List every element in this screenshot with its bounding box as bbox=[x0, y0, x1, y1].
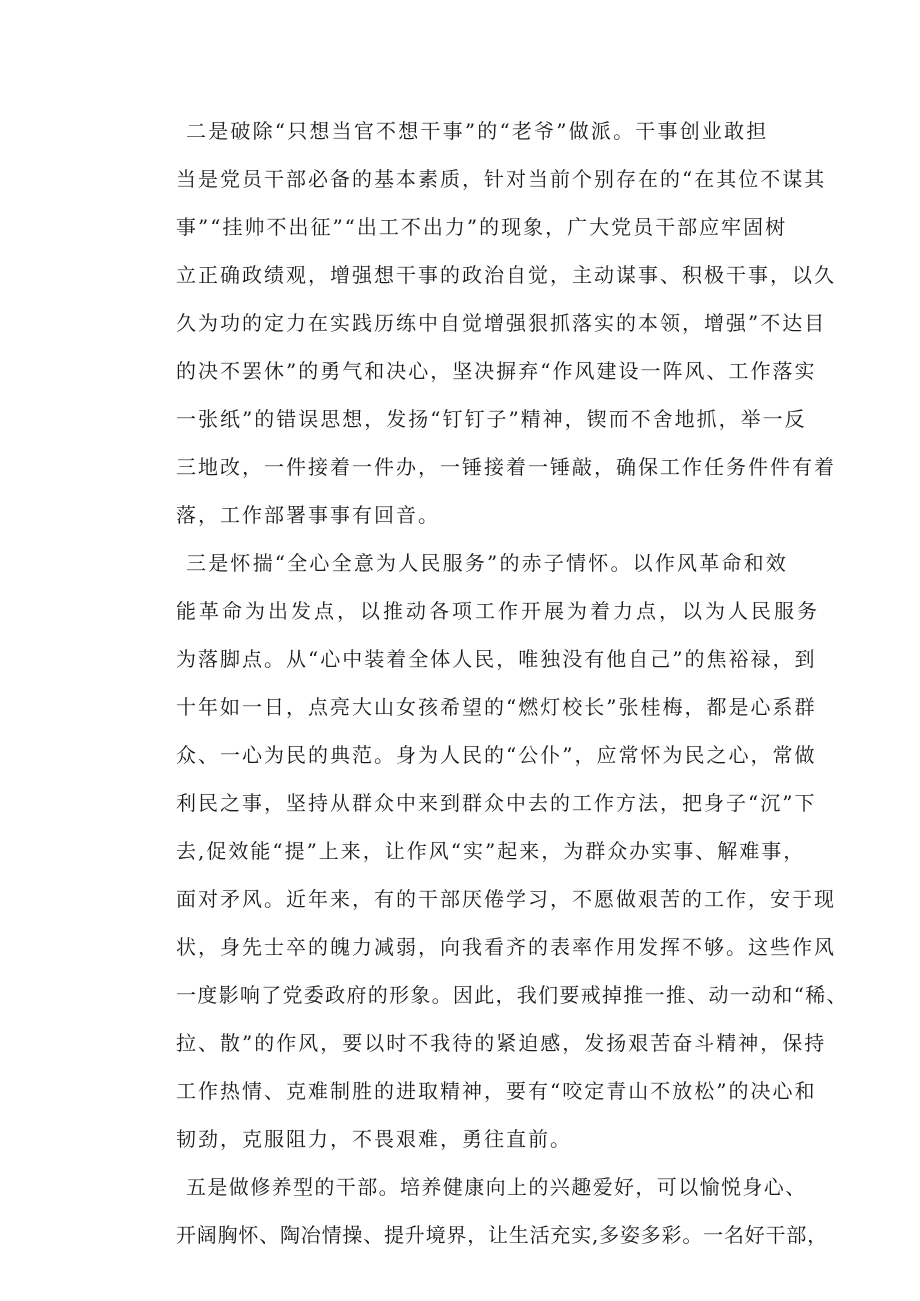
paragraph-1-line-1: 二是破除“只想当官不想干事”的“老爷”做派。干事创业敢担 bbox=[186, 119, 769, 143]
paragraph-3-line-1: 五是做修养型的干部。培养健康向上的兴趣爱好，可以愉悦身心、 bbox=[186, 1175, 807, 1199]
paragraph-1-line-5: 久为功的定力在实践历练中自觉增强狠抓落实的本领，增强”不达目 bbox=[176, 311, 827, 335]
paragraph-2-line-6: 利民之事，坚持从群众中来到群众中去的工作方法，把身子“沉”下 bbox=[176, 791, 817, 815]
paragraph-2-line-5: 众、一心为民的典范。身为人民的“公仆”，应常怀为民之心，常做 bbox=[176, 743, 817, 767]
paragraph-2-line-1: 三是怀揣“全心全意为人民服务”的赤子情怀。以作风革命和效 bbox=[186, 551, 789, 575]
paragraph-2-line-4: 十年如一日，点亮大山女孩希望的“燃灯校长”张桂梅，都是心系群 bbox=[176, 695, 817, 719]
paragraph-2-line-7: 去,促效能“提”上来，让作风“实”起来，为群众办实事、解难事， bbox=[176, 839, 806, 863]
paragraph-1-line-4: 立正确政绩观，增强想干事的政治自觉，主动谋事、积极干事，以久 bbox=[176, 263, 836, 287]
paragraph-3-line-2: 开阔胸怀、陶冶情操、提升境界，让生活充实,多姿多彩。一名好干部， bbox=[176, 1223, 828, 1247]
paragraph-2-line-9: 状，身先士卒的魄力减弱，向我看齐的表率作用发挥不够。这些作风 bbox=[176, 935, 836, 959]
paragraph-1-line-6: 的决不罢休”的勇气和决心，坚决摒弃“作风建设一阵风、工作落实 bbox=[176, 359, 817, 383]
paragraph-2-line-11: 拉、散”的作风，要以时不我待的紧迫感，发扬艰苦奋斗精神，保持 bbox=[176, 1031, 827, 1055]
paragraph-2-line-12: 工作热情、克难制胜的进取精神，要有“咬定青山不放松”的决心和 bbox=[176, 1079, 817, 1103]
paragraph-2-line-10: 一度影响了党委政府的形象。因此，我们要戒掉推一推、动一动和“稀、 bbox=[176, 983, 848, 1007]
paragraph-1-line-2: 当是党员干部必备的基本素质，针对当前个别存在的“在其位不谋其 bbox=[176, 167, 827, 191]
paragraph-2-line-8: 面对矛风。近年来，有的干部厌倦学习，不愿做艰苦的工作，安于现 bbox=[176, 887, 836, 911]
paragraph-2-line-2: 能革命为出发点，以推动各项工作开展为着力点，以为人民服务 bbox=[176, 599, 820, 623]
paragraph-1-line-8: 三地改，一件接着一件办，一锤接着一锤敲，确保工作任务件件有着 bbox=[176, 455, 836, 479]
paragraph-1-line-7: 一张纸”的错误思想，发扬“钉钉子”精神，锲而不舍地抓，举一反 bbox=[176, 407, 807, 431]
paragraph-1-line-9: 落，工作部署事事有回音。 bbox=[176, 503, 440, 527]
paragraph-1-line-3: 事”“挂帅不出征”“出工不出力”的现象，广大党员干部应牢固树 bbox=[176, 215, 788, 239]
paragraph-2-line-13: 韧劲，克服阻力，不畏艰难，勇往直前。 bbox=[176, 1127, 572, 1151]
paragraph-2-line-3: 为落脚点。从“心中装着全体人民，唯独没有他自己”的焦裕禄，到 bbox=[176, 647, 817, 671]
